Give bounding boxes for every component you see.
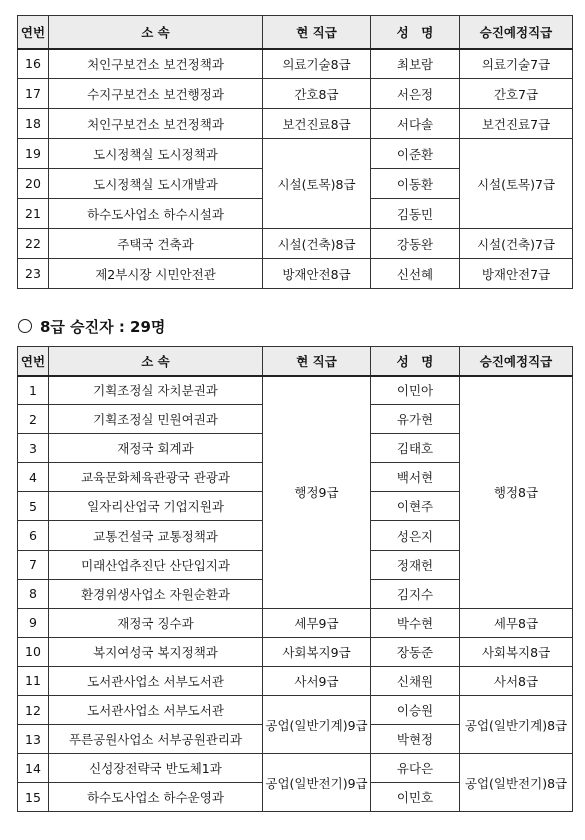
- row-department: 주택국 건축과: [49, 229, 263, 259]
- row-name: 김동민: [371, 199, 460, 229]
- row-number: 19: [18, 139, 49, 169]
- row-number: 20: [18, 169, 49, 199]
- row-current-grade: 사회복지9급: [263, 637, 371, 666]
- table-row: [18, 608, 573, 637]
- row-target-grade: 시설(토목)7급: [460, 139, 573, 229]
- row-name: 정재헌: [371, 550, 460, 579]
- row-number: 4: [18, 463, 49, 492]
- row-target-grade: 간호7급: [460, 79, 573, 109]
- row-name: 이민아: [371, 376, 460, 405]
- row-department: 도시정책실 도시개발과: [49, 169, 263, 199]
- row-target-grade: 공업(일반전기)8급: [460, 754, 573, 812]
- row-name: 이준환: [371, 139, 460, 169]
- row-number: 14: [18, 754, 49, 783]
- row-name: 김지수: [371, 579, 460, 608]
- row-department: 수지구보건소 보건행정과: [49, 79, 263, 109]
- row-department: 미래산업추진단 산단입지과: [49, 550, 263, 579]
- row-name: 이민호: [371, 783, 460, 812]
- row-target-grade: 시설(건축)7급: [460, 229, 573, 259]
- row-current-grade: 사서9급: [263, 666, 371, 695]
- row-number: 13: [18, 725, 49, 754]
- row-department: 도서관사업소 서부도서관: [49, 666, 263, 695]
- row-department: 처인구보건소 보건정책과: [49, 49, 263, 79]
- row-target-grade: 사서8급: [460, 666, 573, 695]
- row-number: 1: [18, 376, 49, 405]
- row-department: 환경위생사업소 자원순환과: [49, 579, 263, 608]
- row-current-grade: 시설(건축)8급: [263, 229, 371, 259]
- row-name: 서다솔: [371, 109, 460, 139]
- row-name: 박현정: [371, 725, 460, 754]
- table-row: [18, 376, 573, 405]
- row-name: 최보람: [371, 49, 460, 79]
- row-department: 재정국 회계과: [49, 434, 263, 463]
- row-target-grade: 행정8급: [460, 376, 573, 609]
- row-target-grade: 공업(일반기계)8급: [460, 696, 573, 754]
- row-number: 9: [18, 608, 49, 637]
- row-number: 17: [18, 79, 49, 109]
- row-number: 10: [18, 637, 49, 666]
- header-current-grade: 현 직급: [263, 16, 371, 49]
- row-current-grade: 간호8급: [263, 79, 371, 109]
- table-row: [18, 109, 573, 139]
- row-name: 백서현: [371, 463, 460, 492]
- table-row: [18, 79, 573, 109]
- row-department: 기획조정실 자치분권과: [49, 376, 263, 405]
- row-current-grade: 공업(일반기계)9급: [263, 696, 371, 754]
- row-number: 6: [18, 521, 49, 550]
- row-name: 김태호: [371, 434, 460, 463]
- row-current-grade: 의료기술8급: [263, 49, 371, 79]
- row-number: 3: [18, 434, 49, 463]
- row-department: 푸른공원사업소 서부공원관리과: [49, 725, 263, 754]
- row-number: 22: [18, 229, 49, 259]
- row-number: 8: [18, 579, 49, 608]
- row-name: 유가현: [371, 405, 460, 434]
- row-name: 이현주: [371, 492, 460, 521]
- row-department: 교육문화체육관광국 관광과: [49, 463, 263, 492]
- circle-bullet-icon: [18, 319, 32, 333]
- row-name: 성은지: [371, 521, 460, 550]
- row-name: 신선혜: [371, 259, 460, 289]
- header-department: 소 속: [49, 347, 263, 376]
- row-name: 박수현: [371, 608, 460, 637]
- table-row: [18, 696, 573, 725]
- table-row: [18, 49, 573, 79]
- row-number: 12: [18, 696, 49, 725]
- promotion-table-8th-grade: [17, 346, 573, 812]
- row-current-grade: 보건진료8급: [263, 109, 371, 139]
- table-header-row: [18, 347, 573, 376]
- table-header-row: [18, 16, 573, 49]
- row-name: 신채원: [371, 666, 460, 695]
- row-current-grade: 행정9급: [263, 376, 371, 609]
- row-number: 16: [18, 49, 49, 79]
- row-number: 7: [18, 550, 49, 579]
- row-number: 2: [18, 405, 49, 434]
- row-department: 처인구보건소 보건정책과: [49, 109, 263, 139]
- table-row: [18, 259, 573, 289]
- row-target-grade: 세무8급: [460, 608, 573, 637]
- header-number: 연번: [18, 16, 49, 49]
- section-title: [18, 316, 165, 337]
- header-target-grade: 승진예정직급: [460, 347, 573, 376]
- row-current-grade: 공업(일반전기)9급: [263, 754, 371, 812]
- row-number: 23: [18, 259, 49, 289]
- header-number: 연번: [18, 347, 49, 376]
- header-name: 성 명: [371, 347, 460, 376]
- table-row: [18, 666, 573, 695]
- header-target-grade: 승진예정직급: [460, 16, 573, 49]
- row-target-grade: 보건진료7급: [460, 109, 573, 139]
- row-department: 일자리산업국 기업지원과: [49, 492, 263, 521]
- row-department: 도서관사업소 서부도서관: [49, 696, 263, 725]
- row-target-grade: 의료기술7급: [460, 49, 573, 79]
- table-row: [18, 139, 573, 169]
- row-current-grade: 시설(토목)8급: [263, 139, 371, 229]
- header-current-grade: 현 직급: [263, 347, 371, 376]
- row-name: 장동준: [371, 637, 460, 666]
- promotion-table-7th-grade: [17, 15, 573, 289]
- header-department: 소 속: [49, 16, 263, 49]
- table-row: [18, 754, 573, 783]
- row-department: 도시정책실 도시정책과: [49, 139, 263, 169]
- row-department: 교통건설국 교통정책과: [49, 521, 263, 550]
- section-title-text: 8급 승진자 : 29명: [40, 318, 166, 336]
- table-row: [18, 229, 573, 259]
- row-number: 21: [18, 199, 49, 229]
- row-department: 재정국 징수과: [49, 608, 263, 637]
- row-name: 이동환: [371, 169, 460, 199]
- row-target-grade: 사회복지8급: [460, 637, 573, 666]
- row-name: 유다은: [371, 754, 460, 783]
- row-department: 복지여성국 복지정책과: [49, 637, 263, 666]
- header-name: 성 명: [371, 16, 460, 49]
- row-name: 강동완: [371, 229, 460, 259]
- row-number: 15: [18, 783, 49, 812]
- row-number: 11: [18, 666, 49, 695]
- row-number: 18: [18, 109, 49, 139]
- row-department: 하수도사업소 하수운영과: [49, 783, 263, 812]
- row-current-grade: 방재안전8급: [263, 259, 371, 289]
- row-name: 이승원: [371, 696, 460, 725]
- row-number: 5: [18, 492, 49, 521]
- row-department: 제2부시장 시민안전관: [49, 259, 263, 289]
- table-row: [18, 637, 573, 666]
- row-target-grade: 방재안전7급: [460, 259, 573, 289]
- row-name: 서은정: [371, 79, 460, 109]
- row-department: 신성장전략국 반도체1과: [49, 754, 263, 783]
- row-department: 하수도사업소 하수시설과: [49, 199, 263, 229]
- row-department: 기획조정실 민원여권과: [49, 405, 263, 434]
- row-current-grade: 세무9급: [263, 608, 371, 637]
